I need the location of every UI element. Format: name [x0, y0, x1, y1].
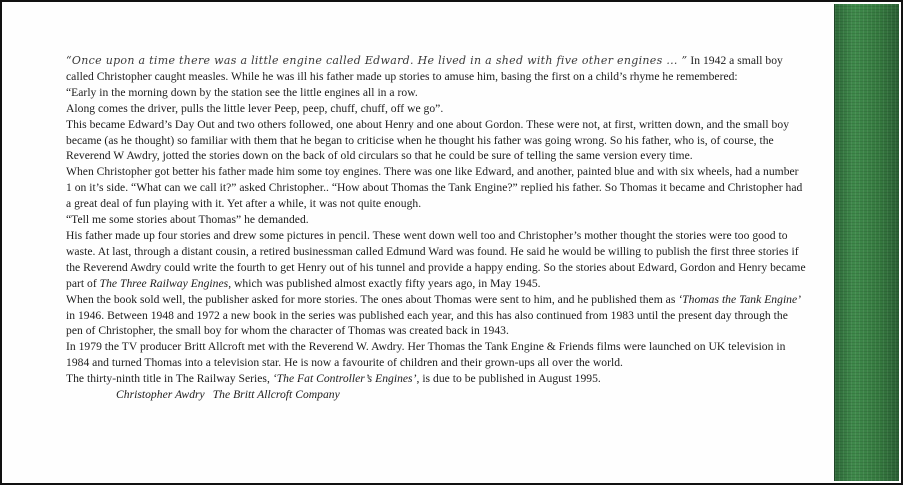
book-title-fat-controller: ‘The Fat Controller’s Engines’ — [272, 372, 417, 386]
rhyme-line-2: Along comes the driver, pulls the little lever Peep, peep, chuff, chuff, off we go”. — [66, 101, 444, 115]
handwritten-quote: “Once upon a time there was a little engine called Edward. He lived in a shed with five other engines ... ” — [66, 54, 688, 67]
book-title-three-railway-engines: The Three Railway Engines — [99, 276, 229, 290]
paragraph-book-sold — [66, 292, 806, 340]
intro-paragraph — [66, 53, 806, 85]
pencil-text-a: His father made up four stories and drew some pictures in pencil. These went down well too and Christopher’s mother thought the stories were too good to waste. At last, through a distant cousin, a retired businessman called Edmund Ward was found. He said he would be willing to publish the first three stories if the Reverend Awdry could write the fourth to get Henry out of his tunnel and provide a happy ending. So the stories about Edward, Gordon and Henry became part of — [66, 228, 806, 290]
signature-author: Christopher Awdry — [116, 388, 205, 402]
book-title-thomas: ‘Thomas the Tank Engine’ — [678, 292, 802, 306]
rhyme-line-1: “Early in the morning down by the station see the little engines all in a row. — [66, 85, 418, 99]
signature-line — [116, 387, 806, 403]
paragraph-pencil-pictures — [66, 228, 806, 292]
story-text-block — [66, 53, 806, 403]
paragraph-toy-engines: When Christopher got better his father made him some toy engines. There was one like Edward, and another, painted blue and with six wheels, had a number 1 on it’s side. “What can we call it?” asked Christopher.. “How about Thomas the Tank Engine?” replied his father. So Thomas it became and Christopher had a great deal of fun playing with it. Yet after a while, it was not quite enough. — [66, 165, 803, 211]
paragraph-edward: This became Edward’s Day Out and two others followed, one about Henry and one about Gordon. These were not, at first, written down, and the small boy became (as he thought) so familiar with them that he began to criticise when he thought his father was going wrong. So his father, who is, of course, the Reverend W Awdry, jotted the stories down on the back of old circulars so that he could be sure of telling the same version every time. — [66, 117, 790, 163]
signature-company: The Britt Allcroft Company — [212, 388, 340, 402]
paragraph-tell-me: “Tell me some stories about Thomas” he demanded. — [66, 213, 309, 227]
sold-text-b: in 1946. Between 1948 and 1972 a new book in the series was published each year, and this has also continued from 1983 until the present day through the pen of Christopher, the small boy for whom the character of Thomas was created back in 1943. — [66, 308, 788, 338]
intro-text: In 1942 a small boy called Christopher caught measles. While he was ill his father made up stories to amuse him, basing the first on a child’s rhyme he remembered: — [66, 54, 783, 83]
thirty-ninth-text-b: , is due to be published in August 1995. — [416, 372, 601, 386]
green-spine-binding — [834, 4, 899, 481]
paragraph-thirty-ninth — [66, 371, 806, 387]
thirty-ninth-text-a: The thirty-ninth title in The Railway Series, — [66, 372, 273, 386]
pencil-text-b: , which was published almost exactly fifty years ago, in May 1945. — [228, 276, 541, 290]
paragraph-1979: In 1979 the TV producer Britt Allcroft met with the Reverend W. Awdry. Her Thomas the Tank Engine & Friends films were launched on UK television in 1984 and turned Thomas into a television star. He is now a favourite of children and their grown-ups all over the world. — [66, 340, 786, 370]
sold-text-a: When the book sold well, the publisher asked for more stories. The ones about Thomas were sent to him, and he published them as — [66, 292, 679, 306]
